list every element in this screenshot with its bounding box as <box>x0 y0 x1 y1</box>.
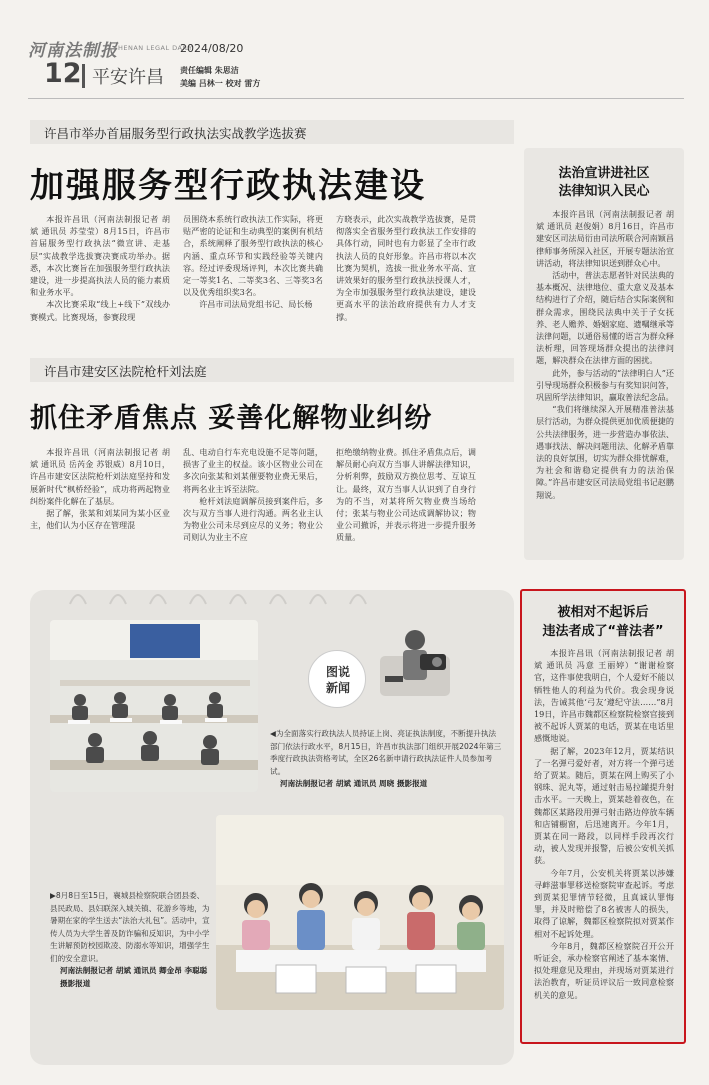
section-name: 平安许昌 <box>92 67 164 88</box>
sidebar2-body <box>534 647 674 1001</box>
sidebar1-title-line2: 法律知识入民心 <box>558 184 650 199</box>
sidebar1-title-line1: 法治宣讲进社区 <box>558 166 650 181</box>
article2-headline: 抓住矛盾焦点 妥善化解物业纠纷 <box>30 403 433 434</box>
article2-kicker <box>30 358 514 382</box>
sidebar1-para: “我们将继续深入开展精准普法基层行活动，为群众提供更加优质便捷的公共法律服务，进一步营造办事依法、遇事找法、解决问题用法、化解矛盾靠法的良好氛围，切实为群众排忧解难，为社会和谐稳定提供有力的法治保障。”许昌市建安区司法局党组书记赵鹏翔说。 <box>536 404 674 500</box>
article2-para: 枪杆刘法庭调解员接到案件后，多次与双方当事人进行沟通。两名业主认为物业公司未尽到应尽的义务；物业公司则认为业主不应 <box>183 495 323 543</box>
article1-para: 员围绕本系统行政执法工作实际，将更贴严密的论证和生动典型的案例有机结合，系统阐释了服务型行政执法的核心内涵、重点环节和实践经验等关键内容。经过评委现场评判，本次比赛共确定一等奖1名、二等奖3名、三等奖3名以及优秀组织奖3名。 <box>183 214 323 298</box>
sidebar2-para: 今年8月，魏都区检察院召开公开听证会，承办检察官阐述了基本案情、拟处理意见及理由，并现场对贾某进行法治教育，听证员评议后一致同意检察机关的意见。 <box>534 940 674 1000</box>
sidebar1-para: 活动中，普法志愿者针对民法典的基本概况、法律地位、重大意义及基本结构进行了介绍，随后结合实际案例和群众需求，围绕民法典中关于子女抚养、老人赡养、婚姻家庭、遗嘱继承等法律问题，以通俗易懂的语言为群众释法析理，回答现场群众提出的法律问题，解决群众在法律方面的困扰。 <box>536 270 674 366</box>
divider-bar <box>82 64 85 88</box>
article1-col1 <box>30 213 170 323</box>
photo-news-panel <box>30 590 514 1065</box>
sidebar2-para: 本报许昌讯（河南法制报记者 胡斌 通讯员 冯意 王丽婷）“谢谢检察官，这件事使我明白，个人爱好不能以牺牲他人的利益为代价。我会现身说法，告诫其他‘弓友’遵纪守法……”8月19日，许昌市魏都区检察院检察官接到被不起诉人贾某的电话，贾某在电话里感慨地说。 <box>534 648 674 744</box>
article1-para: 方晓表示，此次实战教学选拔赛，是贯彻落实全省服务型行政执法工作安排的具体行动，同时也有力彰显了全市行政执法人员的良好形象。许昌市将以本次比赛为契机，选拔一批业务水平高、宣讲效果好的服务型行政执法授课人才，为全市加强服务型行政执法建设，建设更高水平的法治政府提供有力人才支撑。 <box>336 214 476 322</box>
article2-kicker-text: 许昌市建安区法院枪杆刘法庭 <box>44 364 207 379</box>
students-photo <box>216 815 504 1010</box>
issue-date: 2024/08/20 <box>180 42 244 55</box>
sidebar2-title-line1: 被相对不起诉后 <box>557 605 649 620</box>
photo-credit-2: 河南法制报记者 胡斌 通讯员 卿金昂 李聪聪 摄影报道 <box>60 966 208 988</box>
masthead-rule <box>28 98 684 99</box>
article2-para: 拒绝缴纳物业费。抓住矛盾焦点后，调解员耐心向双方当事人讲解法律知识，分析利弊，鼓励双方换位思考、互谅互让。最终，双方当事人认识到了自身行为的不当，对某将所欠物业费当场给付；张某与物业公司达成调解协议；物业公司撤诉，并表示将进一步提升服务质量。 <box>336 447 476 543</box>
article2-col2 <box>183 446 323 544</box>
camera-figure-icon <box>375 618 455 703</box>
article1-col3 <box>336 213 476 323</box>
article2-col3 <box>336 446 476 544</box>
sidebar2-title-line2: 违法者成了“普法者” <box>542 624 664 639</box>
article1-para: 本报许昌讯（河南法制报记者 胡斌 通讯员 苏莹莹）8月15日，许昌市首届服务型行政执法“微宣讲、走基层”实战教学选拔赛决赛成功举办。据悉，本次比赛旨在加强服务型行政执法建设，进一步提高执法人员的能力素质和业务水平。 <box>30 214 170 298</box>
sidebar1-para: 本报许昌讯（河南法制报记者 胡斌 通讯员 赵俊娟）8月16日，许昌市建安区司法局衍由司法所联合河南颖昌律师事务所深入社区，开展专题法治宣讲活动，将法律知识送到群众心中。 <box>536 209 674 268</box>
masthead <box>0 0 709 100</box>
article2-para: 据了解，张某和刘某同为某小区业主，他们认为小区存在管理混 <box>30 508 170 531</box>
sidebar2-para: 据了解，2023年12月，贾某结识了一名弹弓爱好者，对方将一个弹弓送给了贾某。随后，贾某在网上购买了小钢珠、泥丸等，通过射击易拉罐提升射击水平。一天晚上，贾某趁着夜色，在魏都区某路段用弹弓射击路边停放车辆和店铺橱窗，后迅速离开。今年1月，贾某在同一路段，以同样手段再次行动，被人发现并报警，后被公安机关抓获。 <box>534 745 674 866</box>
article1-para: 许昌市司法局党组书记、局长杨 <box>199 299 313 310</box>
photo-caption-2 <box>50 890 210 990</box>
sidebar2-para: 今年7月，公安机关将贾某以涉嫌寻衅滋事罪移送检察院审查起诉。考虑到贾某犯罪情节轻微，且真诚认罪悔罪，并及时赔偿了8名被害人的损失，取得了谅解，魏都区检察院拟对贾某作相对不起诉处理。 <box>534 867 674 939</box>
logo-english: HENAN LEGAL DAILY <box>118 44 193 52</box>
sidebar1-para: 此外，参与活动的“法律明白人”还引导现场群众积极参与有奖知识问答，巩固所学法律知识，赢取普法纪念品。 <box>536 367 674 403</box>
sidebar1-body <box>536 208 674 501</box>
article1-col2 <box>183 213 323 311</box>
photo-caption-2-text: ▶8月8日至15日，襄城县检察院联合团县委、县民政局、县妇联深入城关镇、花游乡等地，为暑期在家的学生送去“法治大礼包”。活动中，宣传人员为大学生普及防诈骗和反知识，为中小学生讲解预防校园欺凌、防溺水等知识，增强学生们的安全意识。 <box>50 891 210 963</box>
photo-news-badge <box>308 650 366 708</box>
photo-caption-1 <box>270 728 502 791</box>
article2-col1 <box>30 446 170 531</box>
sidebar-community-law <box>524 148 684 560</box>
article2-para: 本报许昌讯（河南法制报记者 胡斌 通讯员 岳芮金 苏银威）8月10日，许昌市建安区法院枪杆刘法庭坚持和发展新时代“枫桥经验”，成功将两起物业纠纷案件化解在了基层。 <box>30 447 170 506</box>
logo: 河南法制报 <box>28 41 118 61</box>
students-photo-illustration <box>216 815 504 1010</box>
article1-kicker-text: 许昌市举办首届服务型行政执法实战教学选拔赛 <box>44 126 307 141</box>
exam-photo-illustration <box>50 620 258 792</box>
sidebar-non-prosecution <box>520 589 686 1044</box>
editor-credit: 责任编辑 朱思洁 <box>180 66 239 75</box>
exam-photo <box>50 620 258 792</box>
clip-decoration <box>60 584 380 606</box>
article1-para: 本次比赛采取“线上+线下”双线办赛模式。比赛现场，参赛段现 <box>30 299 170 322</box>
badge-text-line1: 图说 <box>325 665 350 679</box>
photo-caption-1-text: ◀为全面落实行政执法人员持证上岗、亮证执法制度，不断提升执法部门依法行政水平，8月15日，许昌市执法部门组织开展2024年第三季度行政执法资格考试，全区26名新申请行政执法证件人员参加考试。 <box>270 729 502 776</box>
article1-kicker <box>30 120 514 144</box>
article1-headline: 加强服务型行政执法建设 <box>30 166 426 206</box>
designer-credit: 美编 吕林一 校对 雷方 <box>180 79 261 88</box>
photo-credit-1: 河南法制报记者 胡斌 通讯员 周晓 摄影报道 <box>280 779 428 788</box>
article2-para: 乱、电动自行车充电设施不足等问题，损害了业主的权益。该小区物业公司在多次向张某和刘某催要物业费无果后，将两名业主诉至法院。 <box>183 447 323 494</box>
badge-text-line2: 新闻 <box>325 681 350 695</box>
page-number: 12 <box>44 58 82 89</box>
